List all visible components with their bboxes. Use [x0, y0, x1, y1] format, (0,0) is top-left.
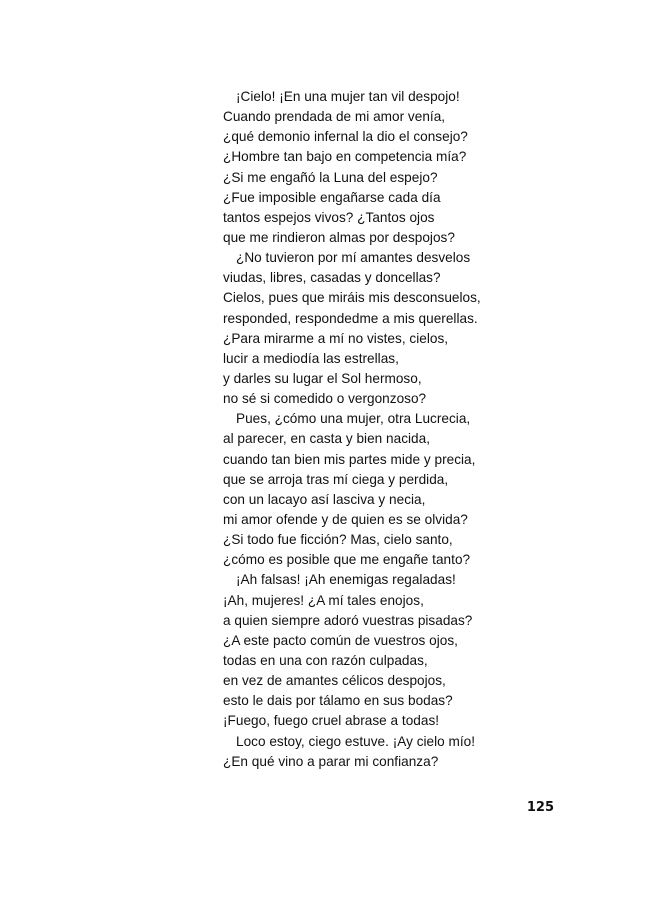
verse-line: ¡Ah falsas! ¡Ah enemigas regaladas!: [236, 572, 456, 588]
verse-line: ¿Para mirarme a mí no vistes, cielos,: [223, 330, 449, 346]
poem-text: [223, 87, 523, 772]
verse-line: al parecer, en casta y bien nacida,: [223, 431, 431, 447]
verse-line: que se arroja tras mí ciega y perdida,: [223, 471, 449, 487]
verse-line: ¡Ah, mujeres! ¿A mí tales enojos,: [223, 592, 424, 608]
verse-line: Cuando prendada de mi amor venía,: [223, 109, 446, 125]
verse-line: ¿Hombre tan bajo en competencia mía?: [223, 149, 467, 165]
verse-line: viudas, libres, casadas y doncellas?: [223, 270, 441, 286]
verse-line: ¿Si me engañó la Luna del espejo?: [223, 169, 438, 185]
verse-line: ¿qué demonio infernal la dio el consejo?: [223, 129, 468, 145]
verse-line: y darles su lugar el Sol hermoso,: [223, 370, 422, 386]
verse-line: ¡Cielo! ¡En una mujer tan vil despojo!: [236, 89, 460, 104]
verse-line: en vez de amantes célicos despojos,: [223, 673, 446, 689]
verse-line: esto le dais por tálamo en sus bodas?: [223, 693, 453, 709]
verse-line: ¿Fue imposible engañarse cada día: [223, 189, 441, 205]
verse-line: ¿Si todo fue ficción? Mas, cielo santo,: [223, 532, 453, 548]
verse-line: cuando tan bien mis partes mide y precia,: [223, 451, 476, 467]
verse-line: que me rindieron almas por despojos?: [223, 229, 455, 245]
verse-line: todas en una con razón culpadas,: [223, 652, 428, 668]
verse-line: mi amor ofende y de quien es se olvida?: [223, 511, 468, 527]
verse-line: responded, respondedme a mis querellas.: [223, 310, 478, 326]
verse-line: lucir a mediodía las estrellas,: [223, 350, 399, 366]
verse-line: a quien siempre adoró vuestras pisadas?: [223, 612, 473, 628]
verse-line: Cielos, pues que miráis mis desconsuelos,: [223, 290, 481, 306]
verse-line: tantos espejos vivos? ¿Tantos ojos: [223, 209, 435, 225]
verse-line: ¿En qué vino a parar mi confianza?: [223, 753, 439, 769]
verse-line: ¿cómo es posible que me engañe tanto?: [223, 552, 471, 568]
page-number: 125: [526, 800, 554, 815]
verse-line: Pues, ¿cómo una mujer, otra Lucrecia,: [236, 411, 471, 427]
verse-line: no sé si comedido o vergonzoso?: [223, 391, 427, 407]
verse-line: Loco estoy, ciego estuve. ¡Ay cielo mío!: [236, 733, 476, 749]
verse-line: ¡Fuego, fuego cruel abrase a todas!: [223, 713, 440, 729]
verse-line: con un lacayo así lasciva y necia,: [223, 491, 426, 507]
verse-line: ¿No tuvieron por mí amantes desvelos: [236, 250, 471, 266]
verse-line: ¿A este pacto común de vuestros ojos,: [223, 632, 458, 648]
